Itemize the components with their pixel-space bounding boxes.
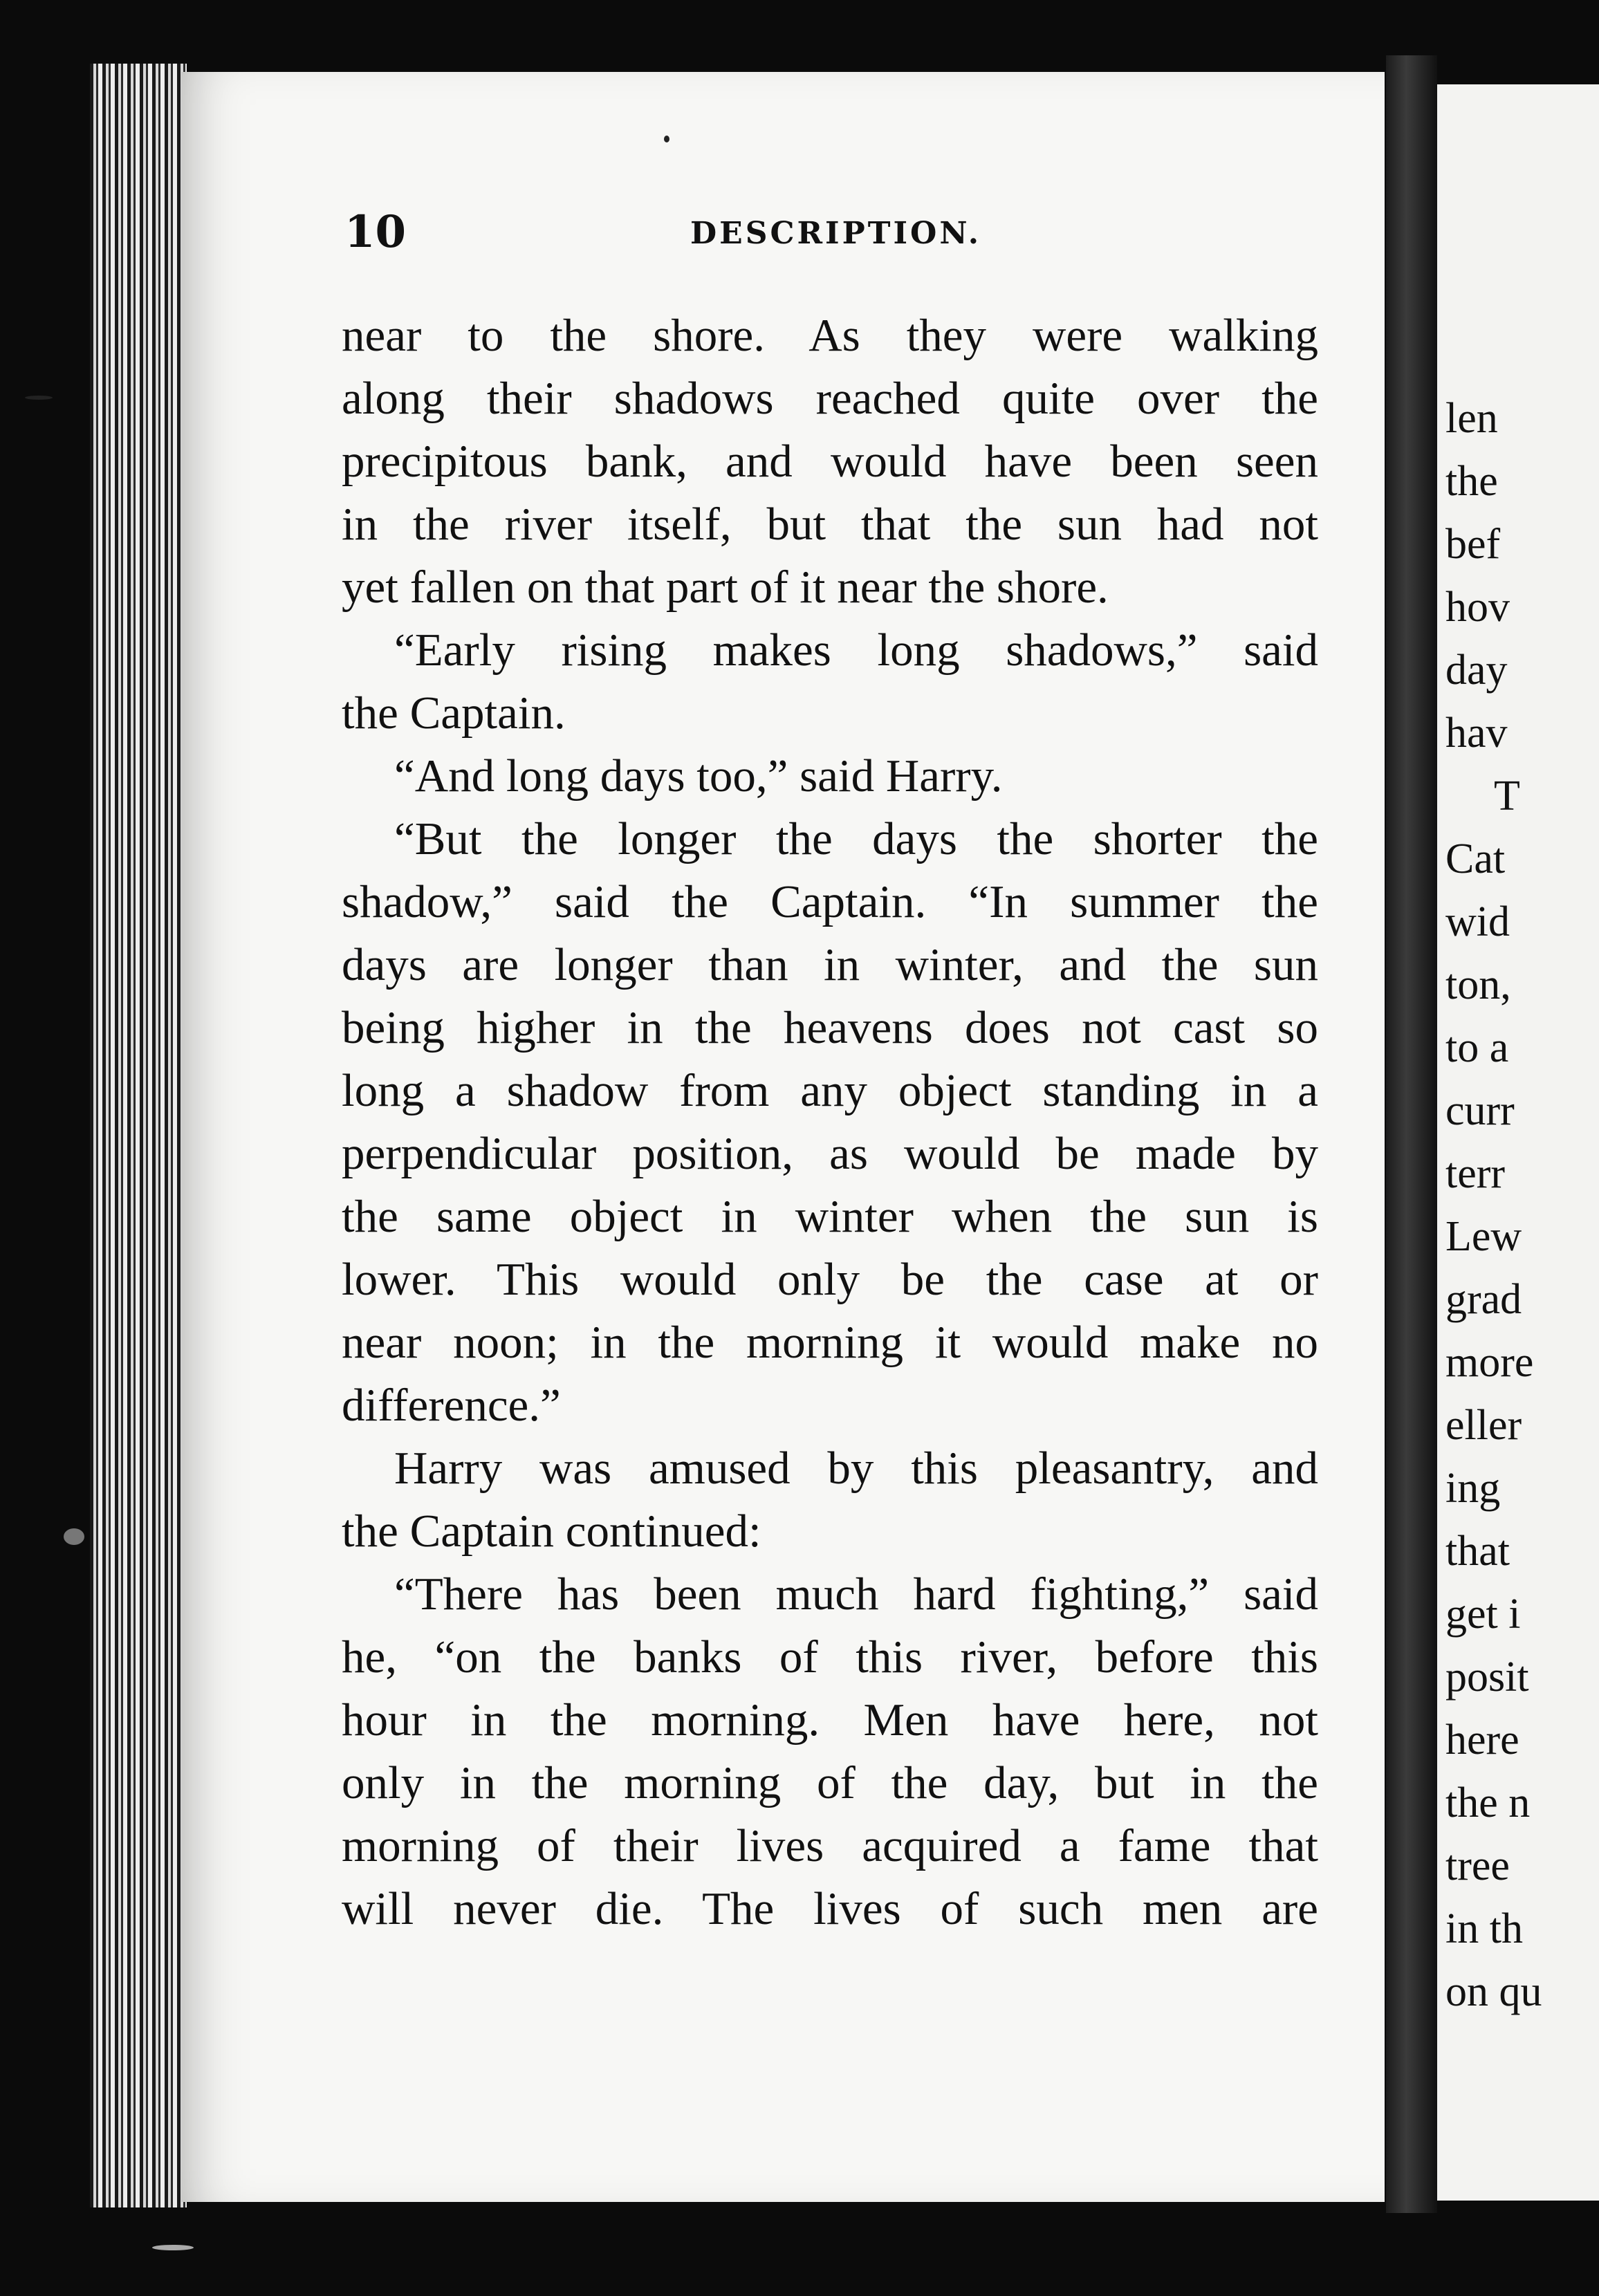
facing-page-line-fragment: curr (1445, 1087, 1515, 1134)
text-line: “But the longer the days the shorter the (394, 813, 1318, 864)
facing-page-line-fragment: terr (1445, 1150, 1506, 1197)
facing-page-line-fragment: grad (1445, 1276, 1522, 1323)
running-title: DESCRIPTION. (690, 216, 982, 251)
facing-page-line-fragment: tree (1445, 1842, 1510, 1889)
facing-page-line-fragment: Lew (1445, 1213, 1522, 1260)
text-line: the Captain. (342, 687, 566, 739)
text-line: “There has been much hard fighting,” said (394, 1568, 1318, 1620)
text-line: will never die. The lives of such men are (342, 1883, 1318, 1934)
facing-page-line-fragment: T (1494, 772, 1520, 820)
facing-page-line-fragment: wid (1445, 898, 1510, 945)
facing-page-line-fragment: get i (1445, 1591, 1521, 1638)
text-line: Harry was amused by this pleasantry, and (394, 1443, 1318, 1494)
scan-speck (25, 396, 53, 400)
facing-page-line-fragment: hav (1445, 710, 1508, 757)
text-line: near noon; in the morning it would make no (342, 1317, 1318, 1368)
body-text (342, 304, 1318, 1941)
facing-page-line-fragment: ing (1445, 1465, 1501, 1512)
text-line: along their shadows reached quite over the (342, 373, 1318, 424)
text-line: morning of their lives acquired a fame that (342, 1820, 1318, 1871)
facing-page-line-fragment: Cat (1445, 835, 1506, 882)
facing-page (1437, 84, 1599, 2201)
facing-page-line-fragment: bef (1445, 521, 1501, 568)
facing-page-line-fragment: on qu (1445, 1968, 1542, 2015)
facing-page-line-fragment: eller (1445, 1402, 1522, 1449)
scan-speck (152, 2245, 194, 2250)
text-line: “And long days too,” said Harry. (394, 750, 1003, 802)
text-line: precipitous bank, and would have been seen (342, 436, 1318, 487)
text-line: only in the morning of the day, but in the (342, 1757, 1318, 1808)
facing-page-line-fragment: ton, (1445, 961, 1511, 1008)
page-edges (90, 64, 187, 2207)
scan-speck (664, 136, 669, 142)
text-line: the Captain continued: (342, 1506, 761, 1557)
text-line: days are longer than in winter, and the sun (342, 939, 1318, 990)
facing-page-line-fragment: the (1445, 458, 1498, 505)
facing-page-line-fragment: here (1445, 1716, 1519, 1763)
text-line: shadow,” said the Captain. “In summer the (342, 876, 1318, 927)
page-number: 10 (344, 206, 407, 258)
scan-speck (64, 1528, 84, 1545)
facing-page-line-fragment: in th (1445, 1905, 1523, 1952)
facing-page-line-fragment: day (1445, 647, 1508, 694)
text-line: perpendicular position, as would be made by (342, 1128, 1318, 1179)
facing-page-line-fragment: hov (1445, 584, 1510, 631)
text-line: difference.” (342, 1380, 561, 1431)
facing-page-line-fragment: len (1445, 395, 1498, 442)
facing-page-line-fragment: posit (1445, 1654, 1529, 1701)
text-line: “Early rising makes long shadows,” said (394, 624, 1318, 676)
text-line: lower. This would only be the case at or (342, 1254, 1318, 1305)
book-gutter (1386, 55, 1437, 2213)
facing-page-text (1437, 387, 1599, 2024)
text-line: near to the shore. As they were walking (342, 310, 1318, 361)
text-line: being higher in the heavens does not cast so (342, 1002, 1318, 1053)
text-line: the same object in winter when the sun is (342, 1191, 1318, 1242)
facing-page-line-fragment: more (1445, 1339, 1534, 1386)
text-line: yet fallen on that part of it near the shore. (342, 562, 1109, 613)
facing-page-line-fragment: the n (1445, 1779, 1531, 1826)
facing-page-line-fragment: to a (1445, 1024, 1509, 1071)
text-line: in the river itself, but that the sun had not (342, 499, 1318, 550)
text-line: he, “on the banks of this river, before this (342, 1631, 1318, 1683)
text-line: long a shadow from any object standing in a (342, 1065, 1318, 1116)
facing-page-line-fragment: that (1445, 1528, 1510, 1575)
text-line: hour in the morning. Men have here, not (342, 1694, 1318, 1746)
